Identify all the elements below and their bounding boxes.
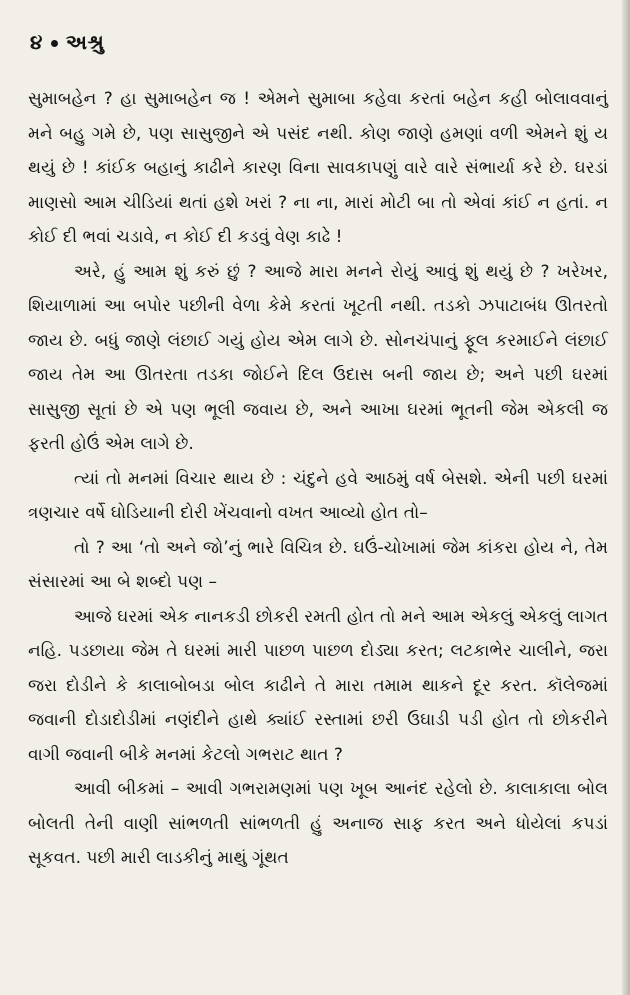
page-header xyxy=(30,30,104,54)
bullet-separator-icon xyxy=(51,40,58,47)
book-title: અશ્રુ xyxy=(65,30,105,54)
paragraph-6: આવી બીકમાં – આવી ગભરામણમાં પણ ખૂબ આનંદ રહેલો છે. કાલાકાલા બોલ બોલતી તેની વાણી સાંભળતી સાંભળતી હું અનાજ સાફ કરત અને ધોયેલાં કપડાં સૂકવત. પછી મારી લાડકીનું માથું ગૂંથત xyxy=(28,779,608,868)
page-edge-shadow xyxy=(622,0,630,995)
paragraph-2: અરે, હું આમ શું કરું છું ? આજે મારા મનને રોયું આવું શું થયું છે ? ખરેખર, શિયાળામાં આ બપોર પછીની વેળા કેમે કરતાં ખૂટતી નથી. તડકો ઝપાટાબંધ ઊતરતો જાય છે. બધું જાણે લંછાઈ ગયું હોય એમ લાગે છે. સોનચંપાનું ફૂલ કરમાઈને લંછાઈ જાય તેમ આ ઊતરતા તડકા જોઈને દિલ ઉદાસ બની જાય છે; અને પછી ઘરમાં સાસુજી સૂતાં છે એ પણ ભૂલી જવાય છે, અને આખા ઘરમાં ભૂતની જેમ એકલી જ ફરતી હોઉં એમ લાગે છે. xyxy=(28,261,608,454)
page-number: ૪ xyxy=(30,30,43,54)
page-body xyxy=(28,82,608,876)
paragraph-4: તો ? આ ‘તો અને જો’નું ભારે વિચિત્ર છે. ઘઉં-ચોખામાં જેમ કાંકરા હોય ને, તેમ સંસારમાં આ બે શબ્દો પણ – xyxy=(28,537,608,592)
paragraph-5: આજે ઘરમાં એક નાનકડી છોકરી રમતી હોત તો મને આમ એકલું એકલું લાગત નહિ. પડછાયા જેમ તે ઘરમાં મારી પાછળ પાછળ દોડ્યા કરત; લટકાભેર ચાલીને, જરા જરા દોડીને કે કાલાબોબડા બોલ કાઢીને તે મારા તમામ થાકને દૂર કરત. કૉલેજમાં જવાની દોડાદોડીમાં નણંદીને હાથે ક્યાંઈ રસ્તામાં છરી ઉઘાડી પડી હોત તો છોકરીને વાગી જવાની બીકે મનમાં કેટલો ગભરાટ થાત ? xyxy=(28,606,608,765)
paragraph-1: સુમાબહેન ? હા સુમાબહેન જ ! એમને સુમાબા કહેવા કરતાં બહેન કહી બોલાવવાનું મને બહુ ગમે છે, પણ સાસુજીને એ પસંદ નથી. કોણ જાણે હમણાં વળી એમને શું ય થયું છે ! કાંઈક બહાનું કાઢીને કારણ વિના સાવકાપણું વારે વારે સંભાર્યા કરે છે. ઘરડાં માણસો આમ ચીડિયાં થતાં હશે ખરાં ? ના ના, મારાં મોટી બા તો એવાં કાંઈ ન હતાં. ન કોઈ દી ભવાં ચડાવે, ન કોઈ દી કડવું વેણ કાઢે ! xyxy=(28,89,608,247)
paragraph-3: ત્યાં તો મનમાં વિચાર થાય છે : ચંદુને હવે આઠમું વર્ષ બેસશે. એની પછી ઘરમાં ત્રણચાર વર્ષે ઘોડિયાની દોરી ખેંચવાનો વખત આવ્યો હોત તો– xyxy=(28,468,608,523)
